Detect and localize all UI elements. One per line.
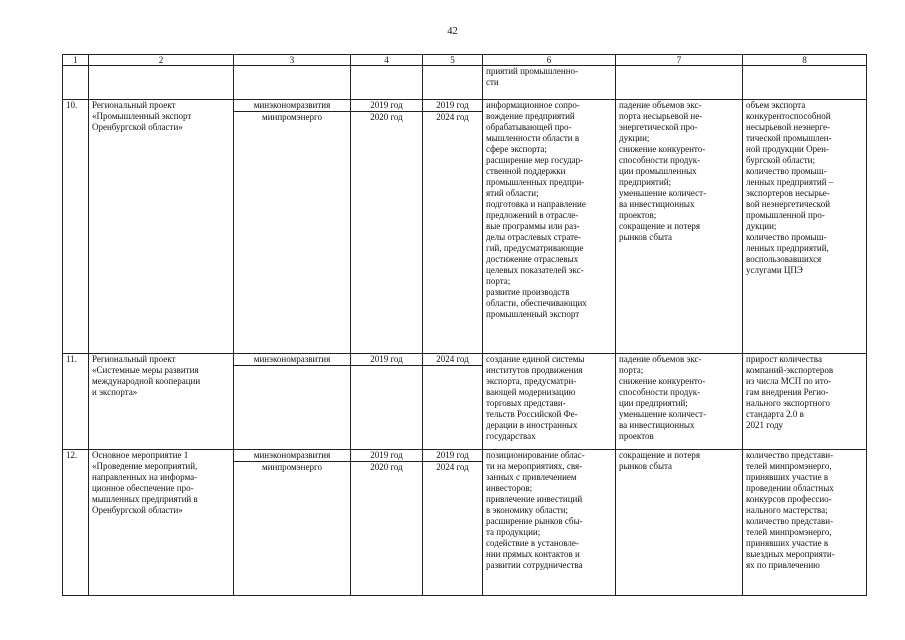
row-number: 11. — [63, 354, 89, 450]
header-cell-5: 5 — [423, 55, 483, 66]
row-number: 10. — [63, 100, 89, 354]
start-year — [351, 450, 423, 596]
indicators: объем экспорта конкурентоспособной несырьевой неэнерге- тической промышлен- ной продукции Орен- бургской области; количество промыш- ленных предприятий – экспортеров несырье- вой неэнергетической промышленной про- дукции; количество промыш- ленных предприятий, воспользовавшихся услугами ЦПЭ — [743, 100, 867, 354]
measures-table — [62, 54, 867, 596]
measure-name: Региональный проект «Системные меры развития международной кооперации и экспорта» — [89, 354, 234, 450]
executor-line-1: минэкономразвития — [234, 100, 350, 112]
consequences: падение объемов экс- порта несырьевой не- энергетической про- дукции; снижение конкуренто- способности продук- ции промышленных предприятий; уменьшение количест- ва инвестиционных проектов; сокращение и потеря рынков сбыта — [616, 100, 743, 354]
measure-name: Основное мероприятие 1 «Проведение мероприятий, направленных на информа- ционное обеспечение про- мышленных предприятий в Оренбургской области» — [89, 450, 234, 596]
header-cell-8: 8 — [743, 55, 867, 66]
table-row — [63, 450, 867, 596]
start-year-line-2: 2020 год — [370, 112, 403, 122]
measure-name — [89, 66, 234, 100]
expected-result: информационное сопро- вождение предприятий обрабатывающей про- мышленности области в сфере экспорта; расширение мер государ- ственной поддержки промышленных предпри- ятий области; подготовка и направление предложений в отрасле- вые программы или раз- делы отраслевых страте- гий, предусматривающие достижение отраслевых целевых показателей экс- порта; развитие производств области, обеспечивающих промышленный экспорт — [483, 100, 616, 354]
header-cell-7: 7 — [616, 55, 743, 66]
end-year — [423, 354, 483, 450]
header-row — [63, 55, 867, 66]
start-year — [351, 354, 423, 450]
start-year-line-1: 2019 год — [351, 354, 422, 366]
end-year-line-2: 2024 год — [436, 112, 469, 122]
consequences — [616, 66, 743, 100]
expected-result: приятий промышленно- сти — [483, 66, 616, 100]
end-year — [423, 66, 483, 100]
end-year-line-1: 2019 год — [423, 450, 482, 462]
executor-line-2: минпромэнерго — [262, 462, 322, 472]
executor-line-1: минэкономразвития — [234, 450, 350, 462]
measure-name: Региональный проект «Промышленный экспорт Оренбургской области» — [89, 100, 234, 354]
end-year — [423, 450, 483, 596]
table-row — [63, 100, 867, 354]
start-year-line-1: 2019 год — [351, 450, 422, 462]
executor-line-2: минпромэнерго — [262, 112, 322, 122]
start-year — [351, 100, 423, 354]
indicators: количество представи- телей минпромэнерго, принявших участие в проведении областных конкурсов профессио- нального мастерства; количество представи- телей минпромэнерго, принявших участие в выездных мероприяти- ях по привлечению — [743, 450, 867, 596]
executor — [234, 354, 351, 450]
indicators — [743, 66, 867, 100]
header-cell-1: 1 — [63, 55, 89, 66]
start-year-line-1: 2019 год — [351, 100, 422, 112]
expected-result: позиционирование облас- ти на мероприятиях, свя- занных с привлечением инвесторов; привлечение инвестиций в экономику области; расширение рынков сбы- та продукции; содействие в установле- нии прямых контактов и развитии сотрудничества — [483, 450, 616, 596]
table-row — [63, 354, 867, 450]
table-row — [63, 66, 867, 100]
row-number: 12. — [63, 450, 89, 596]
end-year — [423, 100, 483, 354]
end-year-line-2: 2024 год — [436, 462, 469, 472]
row-number — [63, 66, 89, 100]
executor-line-1: минэкономразвития — [234, 354, 350, 366]
header-cell-3: 3 — [234, 55, 351, 66]
header-cell-2: 2 — [89, 55, 234, 66]
start-year — [351, 66, 423, 100]
end-year-line-1: 2024 год — [423, 354, 482, 366]
executor — [234, 100, 351, 354]
consequences: сокращение и потеря рынков сбыта — [616, 450, 743, 596]
executor — [234, 66, 351, 100]
page-number: 42 — [447, 26, 458, 37]
end-year-line-1: 2019 год — [423, 100, 482, 112]
start-year-line-2: 2020 год — [370, 462, 403, 472]
header-cell-6: 6 — [483, 55, 616, 66]
expected-result: создание единой системы институтов продвижения экспорта, предусматри- вающей модернизацию торговых представи- тельств Российской Фе- дерации в иностранных государствах — [483, 354, 616, 450]
consequences: падение объемов экс- порта; снижение конкуренто- способности продук- ции предприятий; уменьшение количест- ва инвестиционных проектов — [616, 354, 743, 450]
header-cell-4: 4 — [351, 55, 423, 66]
indicators: прирост количества компаний-экспортеров из числа МСП по ито- гам внедрения Регио- нального экспортного стандарта 2.0 в 2021 году — [743, 354, 867, 450]
executor — [234, 450, 351, 596]
